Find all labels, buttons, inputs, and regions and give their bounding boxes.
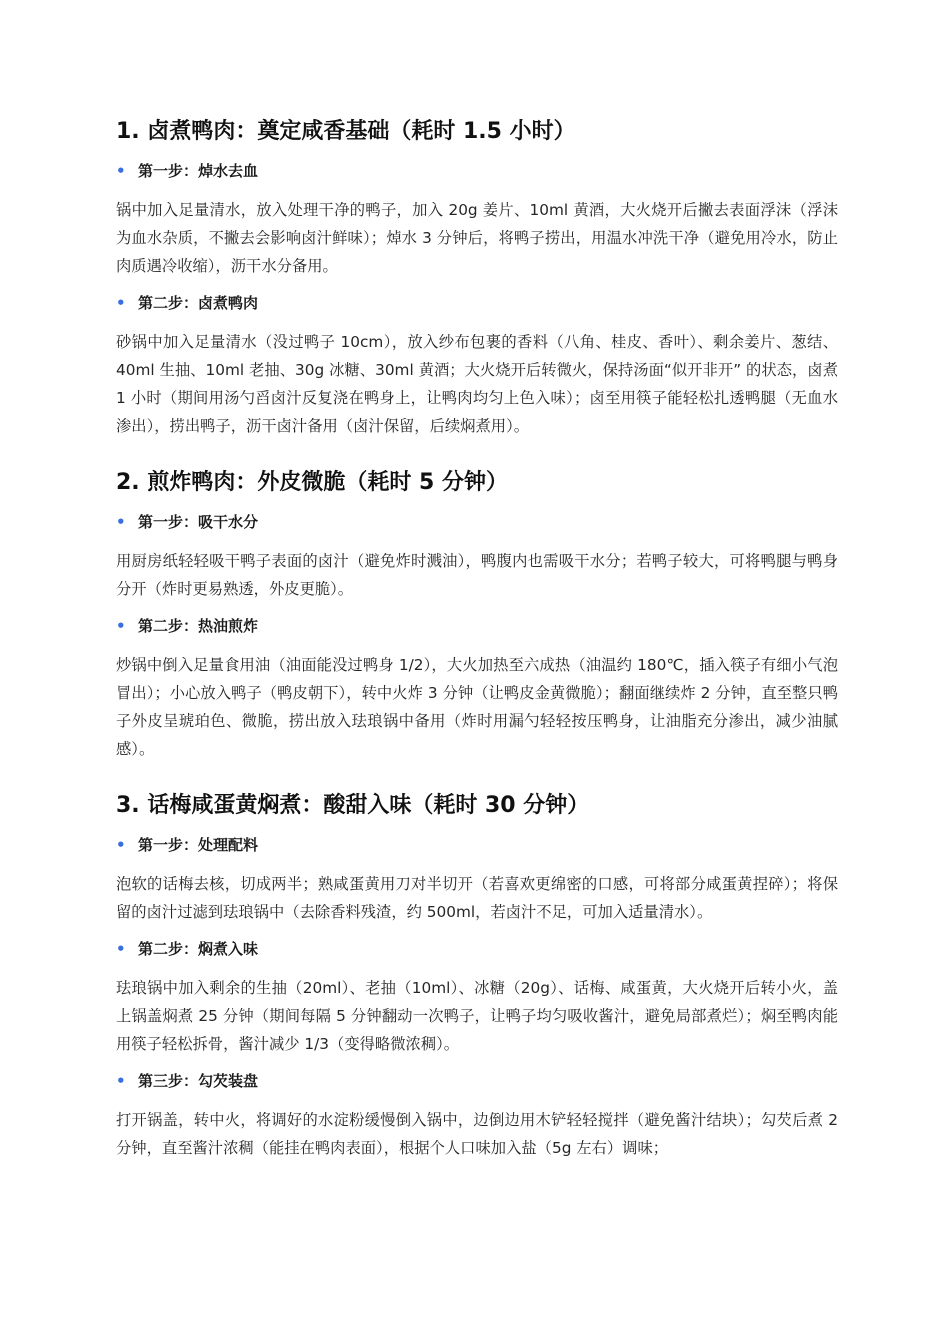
bullet-icon: • (116, 513, 126, 531)
step-body: 珐琅锅中加入剩余的生抽（20ml）、老抽（10ml）、冰糖（20g）、话梅、咸蛋黄，大火烧开后转小火，盖上锅盖焖煮 25 分钟（期间每隔 5 分钟翻动一次鸭子，让鸭子均匀吸收酱汁，避免局部煮烂）；焖至鸭肉能用筷子轻松拆骨，酱汁减少 1/3（变得略微浓稠）。 (116, 979, 838, 1053)
step-heading-text: 第一步：处理配料 (138, 836, 259, 854)
step-body: 锅中加入足量清水，放入处理干净的鸭子，加入 20g 姜片、10ml 黄酒，大火烧开后撇去表面浮沫（浮沫为血水杂质，不撇去会影响卤汁鲜味）；焯水 3 分钟后，将鸭子捞出，用温水冲洗干净（避免用冷水，防止肉质遇冷收缩），沥干水分备用。 (116, 201, 838, 275)
bullet-icon: • (116, 836, 126, 854)
section-title: 1. 卤煮鸭肉：奠定咸香基础（耗时 1.5 小时） (116, 119, 576, 144)
step-heading (116, 938, 838, 960)
bullet-icon: • (116, 617, 126, 635)
section-simmer (116, 790, 838, 1162)
step-heading-text: 第二步：卤煮鸭肉 (138, 294, 259, 312)
recipe-document (116, 116, 838, 1174)
step-body: 用厨房纸轻轻吸干鸭子表面的卤汁（避免炸时溅油），鸭腹内也需吸干水分；若鸭子较大，可将鸭腿与鸭身分开（炸时更易熟透，外皮更脆）。 (116, 552, 838, 598)
step-heading (116, 615, 838, 637)
step-heading-text: 第二步：焖煮入味 (138, 940, 259, 958)
step-body: 炒锅中倒入足量食用油（油面能没过鸭身 1/2），大火加热至六成热（油温约 180℃，插入筷子有细小气泡冒出）；小心放入鸭子（鸭皮朝下），转中火炸 3 分钟（让鸭皮金黄微脆）；翻面继续炸 2 分钟，直至整只鸭子外皮呈琥珀色、微脆，捞出放入珐琅锅中备用（炸时用漏勺轻轻按压鸭身，让油脂充分渗出，减少油腻感）。 (116, 656, 838, 758)
step-heading-text: 第一步：吸干水分 (138, 513, 259, 531)
step-body: 打开锅盖，转中火，将调好的水淀粉缓慢倒入锅中，边倒边用木铲轻轻搅拌（避免酱汁结块）；勾芡后煮 2 分钟，直至酱汁浓稠（能挂在鸭肉表面），根据个人口味加入盐（5g 左右）调味； (116, 1111, 838, 1157)
step-heading-text: 第三步：勾芡装盘 (138, 1072, 259, 1090)
bullet-icon: • (116, 162, 126, 180)
step-heading (116, 160, 838, 182)
bullet-icon: • (116, 1072, 126, 1090)
section-title: 2. 煎炸鸭肉：外皮微脆（耗时 5 分钟） (116, 470, 508, 495)
step-heading (116, 292, 838, 314)
step-body: 泡软的话梅去核，切成两半；熟咸蛋黄用刀对半切开（若喜欢更绵密的口感，可将部分咸蛋黄捏碎）；将保留的卤汁过滤到珐琅锅中（去除香料残渣，约 500ml，若卤汁不足，可加入适量清水）。 (116, 875, 838, 921)
step-heading-text: 第一步：焯水去血 (138, 162, 259, 180)
section-fry (116, 467, 838, 763)
step-heading (116, 1070, 838, 1092)
section-braise (116, 116, 838, 440)
section-title: 3. 话梅咸蛋黄焖煮：酸甜入味（耗时 30 分钟） (116, 793, 590, 818)
step-body: 砂锅中加入足量清水（没过鸭子 10cm），放入纱布包裹的香料（八角、桂皮、香叶）、剩余姜片、葱结、40ml 生抽、10ml 老抽、30g 冰糖、30ml 黄酒；大火烧开后转微火，保持汤面“似开非开” 的状态，卤煮 1 小时（期间用汤勺舀卤汁反复浇在鸭身上，让鸭肉均匀上色入味）；卤至用筷子能轻松扎透鸭腿（无血水渗出），捞出鸭子，沥干卤汁备用（卤汁保留，后续焖煮用）。 (116, 333, 838, 435)
bullet-icon: • (116, 294, 126, 312)
step-heading-text: 第二步：热油煎炸 (138, 617, 259, 635)
bullet-icon: • (116, 940, 126, 958)
step-heading (116, 834, 838, 856)
step-heading (116, 511, 838, 533)
